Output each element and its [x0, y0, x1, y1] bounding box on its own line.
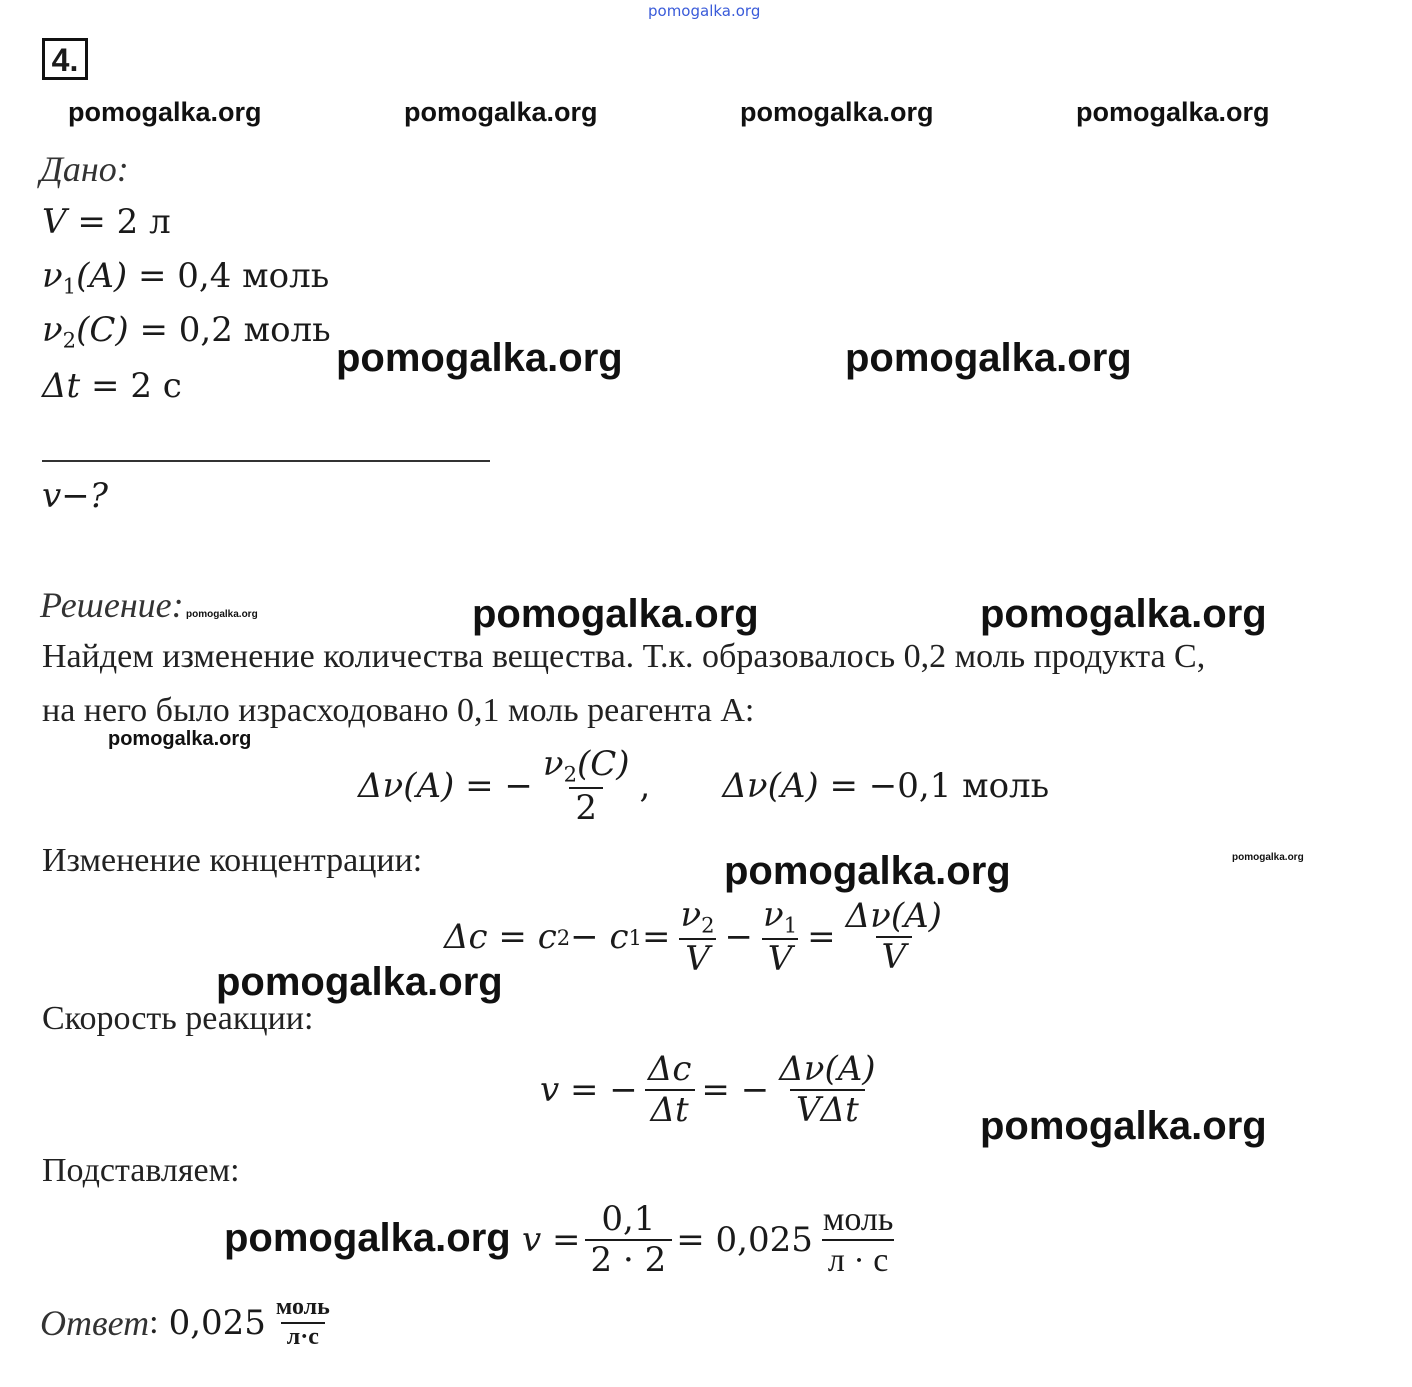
- watermark: pomogalka.org: [1076, 97, 1270, 127]
- solution-line-2: на него было израсходовано 0,1 моль реагента А:: [42, 692, 755, 729]
- fraction: $\frac{\nu_1}{V}$: [763, 895, 798, 979]
- equation-delta-c: Δc = c 2 − c 1 = $\frac{\nu_2}{V}$ − $\frac{\nu_1}{V}$ = $\frac{\Delta\nu(A)}{V}$: [444, 896, 952, 979]
- given-divider: [42, 460, 490, 462]
- fraction: $\frac{0,1}{2 \cdot 2}$: [585, 1200, 673, 1280]
- watermark: pomogalka.org: [216, 960, 503, 1004]
- rate-label: Скорость реакции:: [42, 1000, 314, 1037]
- watermark: pomogalka.org: [980, 592, 1267, 636]
- watermark: pomogalka.org: [1232, 852, 1304, 863]
- answer-unit-fraction: $\frac{\text{моль}}{л\cdot с}$: [275, 1294, 330, 1350]
- watermark: pomogalka.org: [472, 592, 759, 636]
- given-nu2: $\nu_2(C) = 0,2$ моль: [42, 310, 331, 353]
- watermark: pomogalka.org: [845, 336, 1132, 380]
- problem-number: 4.: [42, 38, 88, 80]
- watermark: pomogalka.org: [404, 97, 598, 127]
- watermark: pomogalka.org: [740, 97, 934, 127]
- watermark-top: pomogalka.org: [648, 2, 761, 20]
- concentration-label: Изменение концентрации:: [42, 842, 423, 879]
- solution-line-1: Найдем изменение количества вещества. Т.к. образовалось 0,2 моль продукта С,: [42, 638, 1206, 675]
- watermark: pomogalka.org: [68, 97, 262, 127]
- unit-fraction: $\frac{\text{моль}}{л \cdot с}$: [822, 1201, 894, 1280]
- watermark: pomogalka.org: [336, 336, 623, 380]
- substitute-label: Подставляем:: [42, 1152, 240, 1189]
- equation-delta-nu: Δν(A) = − $\frac{\nu_2(C)}{2}$ , Δν(A) = − 0,1 моль: [358, 744, 1050, 828]
- answer: Ответ : 0,025 $\frac{\text{моль}}{л\cdot с}$: [40, 1294, 340, 1351]
- watermark: pomogalka.org: [980, 1104, 1267, 1148]
- watermark: pomogalka.org: [724, 849, 1011, 893]
- find-label: v−?: [42, 476, 108, 516]
- watermark: pomogalka.org: [224, 1216, 511, 1260]
- given-volume: V = 2 л: [42, 202, 171, 242]
- fraction: $\frac{\Delta c}{\Delta t}$: [642, 1050, 698, 1130]
- fraction: $\frac{\Delta\nu(A)}{V}$: [845, 896, 942, 978]
- watermark: pomogalka.org: [186, 609, 258, 620]
- equation-substitute: v = $\frac{0,1}{2 \cdot 2}$ = 0,025 $\frac{\text{моль}}{л \cdot с}$: [522, 1200, 903, 1280]
- fraction: $\frac{\Delta\nu(A)}{\text{VΔt}}$: [779, 1049, 876, 1131]
- equation-rate: v = − $\frac{\Delta c}{\Delta t}$ = − $\frac{\Delta\nu(A)}{\text{VΔt}}$: [540, 1050, 886, 1130]
- watermark: pomogalka.org: [108, 728, 252, 750]
- solution-heading: Решение:: [40, 585, 184, 625]
- fraction: $\frac{\nu_2(C)}{2}$: [542, 744, 630, 828]
- given-heading: Дано:: [40, 149, 129, 189]
- fraction: $\frac{\nu_2}{V}$: [680, 895, 715, 979]
- given-dt: Δt = 2 с: [42, 366, 182, 406]
- given-nu1: $\nu_1(A) = 0,4$ моль: [42, 256, 330, 299]
